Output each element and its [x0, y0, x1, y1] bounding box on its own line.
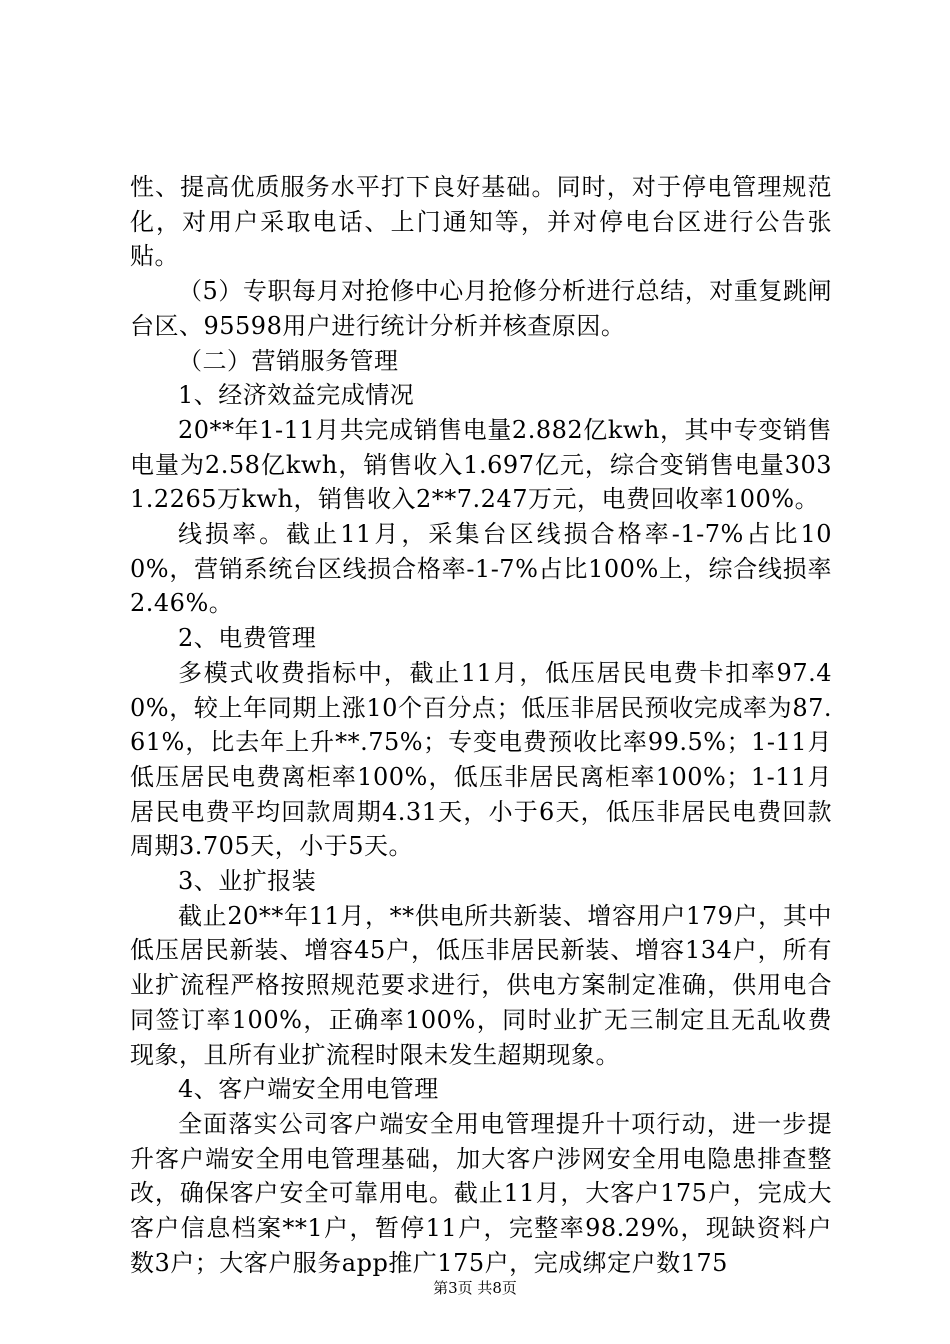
subsection-heading-billing: 2、电费管理 [178, 624, 317, 653]
paragraph-economic-sales: 20**年1-11月共完成销售电量2.882亿kwh，其中专变销售电量为2.58亿kwh，销售收入1.697亿元，综合变销售电量3031.2265万kwh，销售收入2**7.247万元，电费回收率100%。 [130, 415, 832, 514]
paragraph-billing: 多模式收费指标中，截止11月，低压居民电费卡扣率97.40%，较上年同期上涨10个百分点；低压非居民预收完成率为87.61%，比去年上升**.75%；专变电费预收比率99.5%；1-11月低压居民电费离柜率100%，低压非居民离柜率100%；1-11月居民电费平均回款周期4.31天，小于6天，低压非居民电费回款周期3.705天，小于5天。 [130, 658, 832, 861]
subsection-heading-business-expansion: 3、业扩报装 [178, 867, 317, 896]
paragraph-customer-safety: 全面落实公司客户端安全用电管理提升十项行动，进一步提升客户端安全用电管理基础，加大客户涉网安全用电隐患排查整改，确保客户安全可靠用电。截止11月，大客户175户，完成大客户信息档案**1户，暂停11户，完整率98.29%，现缺资料户数3户；大客户服务app推广175户，完成绑定户数175 [130, 1109, 832, 1277]
paragraph-line-loss: 线损率。截止11月，采集台区线损合格率-1-7%占比100%，营销系统台区线损合格率-1-7%占比100%上，综合线损率2.46%。 [130, 520, 832, 618]
paragraph-continuation: 性、提高优质服务水平打下良好基础。同时，对于停电管理规范化，对用户采取电话、上门通知等，并对停电台区进行公告张贴。 [130, 173, 832, 271]
paragraph-item-5: （5）专职每月对抢修中心月抢修分析进行总结，对重复跳闸台区、95598用户进行统计分析并核查原因。 [130, 277, 832, 340]
document-body [130, 170, 832, 1281]
subsection-heading-economic: 1、经济效益完成情况 [178, 381, 415, 410]
page-number: 第3页 共8页 [433, 1279, 517, 1297]
subsection-heading-customer-safety: 4、客户端安全用电管理 [178, 1075, 439, 1104]
paragraph-business-expansion: 截止20**年11月，**供电所共新装、增容用户179户，其中低压居民新装、增容45户，低压非居民新装、增容134户，所有业扩流程严格按照规范要求进行，供电方案制定准确，供用电合同签订率100%，正确率100%，同时业扩无三制定且无乱收费现象，且所有业扩流程时限未发生超期现象。 [130, 901, 832, 1069]
page-footer [0, 1278, 950, 1298]
section-heading-marketing: （二）营销服务管理 [178, 346, 399, 375]
